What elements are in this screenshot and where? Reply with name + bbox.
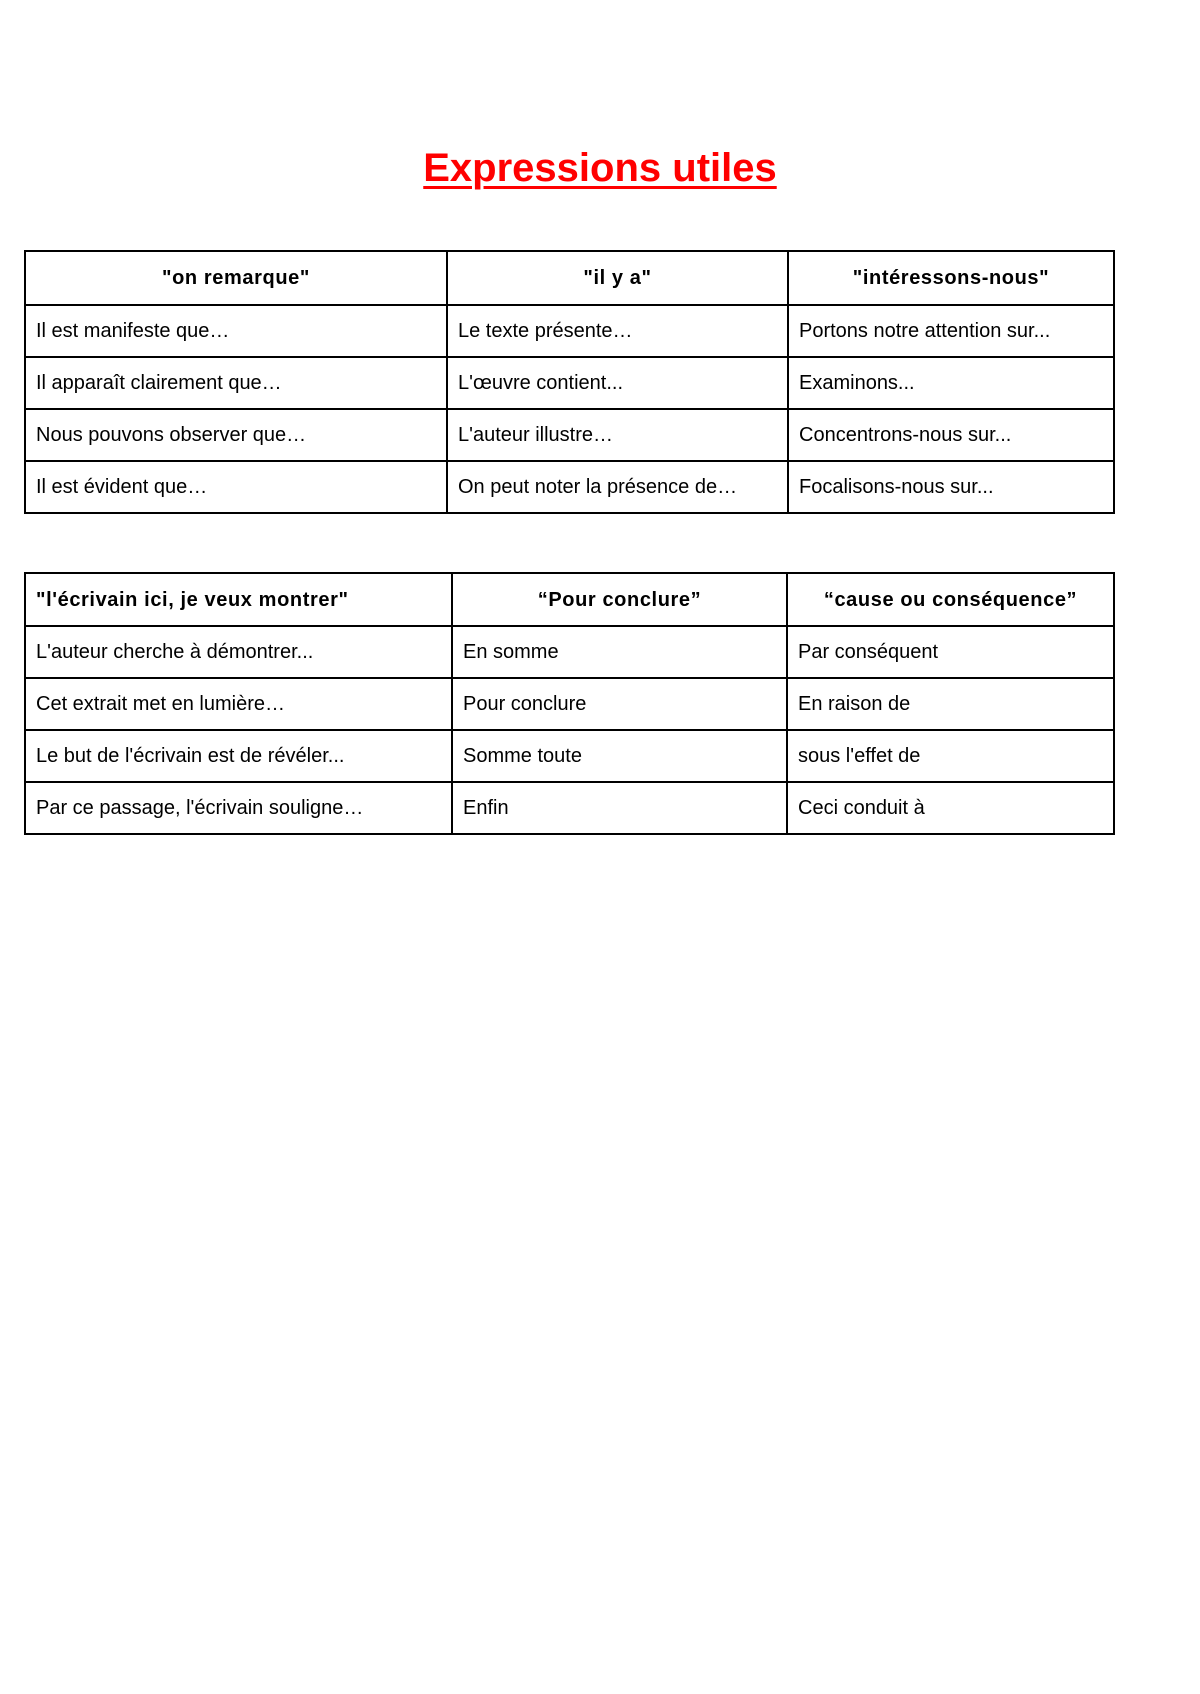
table-cell: Nous pouvons observer que… (25, 409, 447, 461)
table-row (25, 357, 1114, 409)
table-cell: Concentrons-nous sur... (788, 409, 1114, 461)
table-cell: L'auteur cherche à démontrer... (25, 626, 452, 678)
table-cell: Somme toute (452, 730, 787, 782)
table-cell: Le but de l'écrivain est de révéler... (25, 730, 452, 782)
expressions-table-2 (24, 572, 1115, 835)
table-cell: Le texte présente… (447, 305, 788, 357)
table-row (25, 409, 1114, 461)
column-header: "l'écrivain ici, je veux montrer" (25, 573, 452, 626)
table-cell: Enfin (452, 782, 787, 834)
table-cell: L'œuvre contient... (447, 357, 788, 409)
table-cell: Examinons... (788, 357, 1114, 409)
column-header: "il y a" (447, 251, 788, 305)
table-cell: Cet extrait met en lumière… (25, 678, 452, 730)
expressions-table-1 (24, 250, 1115, 514)
column-header: "intéressons-nous" (788, 251, 1114, 305)
table-cell: Ceci conduit à (787, 782, 1114, 834)
table-row (25, 461, 1114, 513)
table-cell: L'auteur illustre… (447, 409, 788, 461)
table-cell: En raison de (787, 678, 1114, 730)
table-cell: En somme (452, 626, 787, 678)
table-cell: Portons notre attention sur... (788, 305, 1114, 357)
table-cell: Il apparaît clairement que… (25, 357, 447, 409)
page-title: Expressions utiles (423, 146, 777, 190)
table-cell: Il est manifeste que… (25, 305, 447, 357)
table-cell: On peut noter la présence de… (447, 461, 788, 513)
table-cell: Pour conclure (452, 678, 787, 730)
column-header: “Pour conclure” (452, 573, 787, 626)
column-header: “cause ou conséquence” (787, 573, 1114, 626)
table-row (25, 730, 1114, 782)
table-header-row (25, 251, 1114, 305)
table-cell: Par ce passage, l'écrivain souligne… (25, 782, 452, 834)
table-row (25, 305, 1114, 357)
table-cell: Focalisons-nous sur... (788, 461, 1114, 513)
table-cell: Il est évident que… (25, 461, 447, 513)
table-header-row (25, 573, 1114, 626)
table-row (25, 678, 1114, 730)
table-cell: sous l'effet de (787, 730, 1114, 782)
column-header: "on remarque" (25, 251, 447, 305)
table-row (25, 782, 1114, 834)
table-cell: Par conséquent (787, 626, 1114, 678)
table-row (25, 626, 1114, 678)
